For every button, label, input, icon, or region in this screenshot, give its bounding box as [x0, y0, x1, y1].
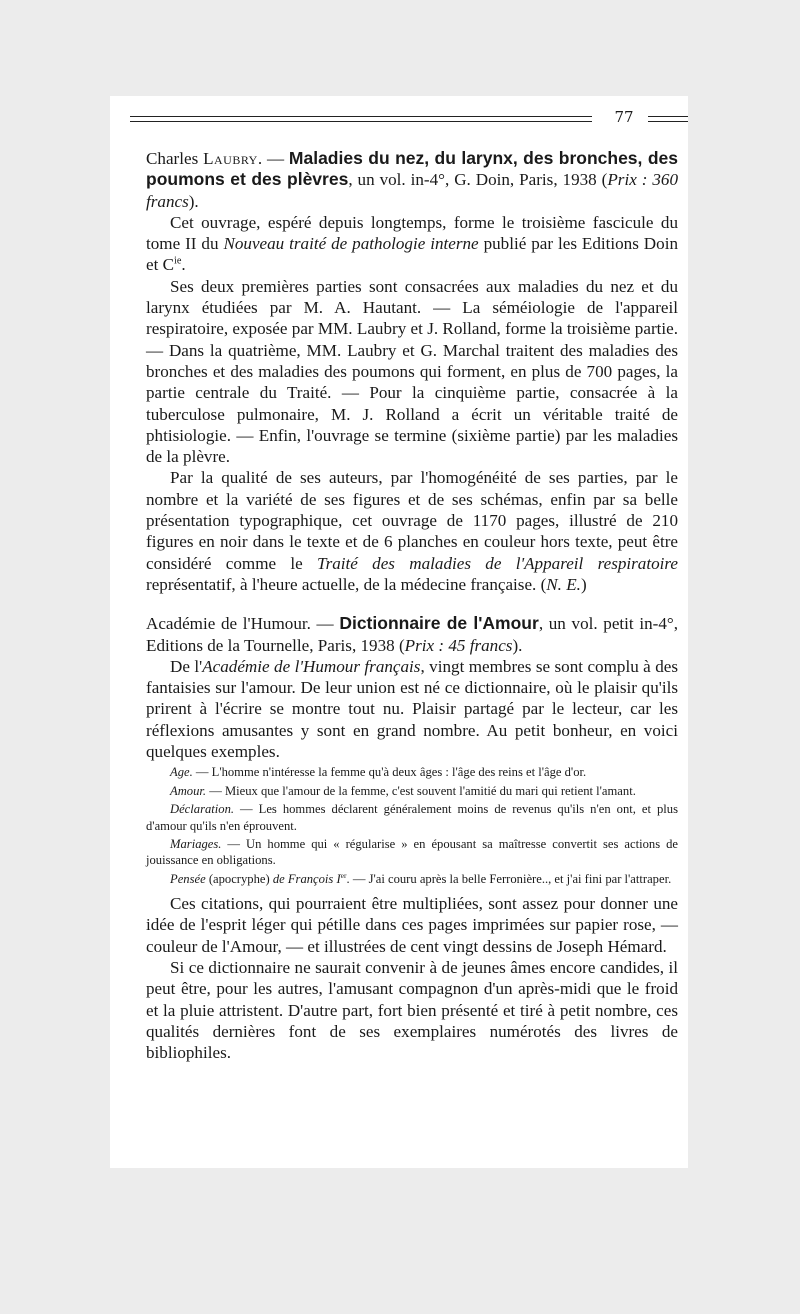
page-number: 77: [614, 108, 634, 126]
quote-declaration: [146, 801, 678, 834]
quote-text: — Mieux que l'amour de la femme, c'est souvent l'amitié du mari qui retient l'amant.: [206, 783, 636, 798]
review-1-p3-text-2: représentatif, à l'heure actuelle, de la médecine française. (: [146, 574, 547, 594]
quote-text: (apocryphe): [205, 871, 273, 886]
quote-pensee: [146, 871, 678, 887]
review-2-p1-text: De l': [170, 656, 203, 676]
review-1-p1-end: .: [181, 255, 186, 275]
quote-amour: [146, 783, 678, 799]
header-rule-right: [648, 116, 688, 122]
review-2-publication-end: ).: [512, 635, 523, 655]
review-2-paragraph-1: [146, 656, 678, 762]
review-1-author-name: Laubry: [203, 149, 258, 168]
review-2-price: Prix : 45 francs: [404, 635, 513, 655]
review-2-p1-text-2: , vingt membres se sont complu à des fantaisies sur l'amour. De leur union est né ce dictionnaire, où le plaisir qu'ils prirent à l'écrire se montre tout nu. Plaisir partagé par le lecteur, car les réflexions amusantes y sont en grand nombre. Au petit bonheur, en voici quelques exemples.: [146, 656, 678, 762]
review-1-author-prefix: Charles: [146, 149, 204, 168]
book-page: [110, 96, 688, 1168]
review-1-paragraph-2: Ses deux premières parties sont consacrées aux maladies du nez et du larynx étudiées par M. A. Hautant. — La séméiologie de l'appareil respiratoire, exposée par MM. Laubry et J. Rolland, forme la troisième partie. — Dans la quatrième, MM. Laubry et G. Marchal traitent des maladies des bronches et des maladies des poumons qui forment, en plus de 700 pages, la partie centrale du Traité. — Pour la cinquième partie, consacrée à la tuberculose pulmonaire, M. J. Rolland a écrit un véritable traité de phtisiologie. — Enfin, l'ouvrage se termine (sixième partie) par les maladies de la plèvre.: [146, 276, 678, 467]
review-2-publication: , un vol. petit in-4°, Editions de la Tournelle, Paris, 1938 (: [146, 614, 678, 655]
review-1-signature: N. E.: [546, 574, 581, 594]
review-1-work-title: Traité des maladies de l'Appareil respiratoire: [317, 553, 678, 573]
review-2-academy-name: Académie de l'Humour français: [202, 656, 421, 676]
review-2-paragraph-2: Ces citations, qui pourraient être multipliées, sont assez pour donner une idée de l'esprit léger qui pétille dans ces pages imprimées sur papier rose, — couleur de l'Amour, — et illustrées de cent vingt dessins de Joseph Hémard.: [146, 894, 678, 956]
review-1-heading: [146, 148, 678, 212]
page-content: [146, 148, 678, 1064]
review-1-publication: , un vol. in-4°, G. Doin, Paris, 1938 (: [348, 170, 608, 190]
review-1-paragraph-1: [146, 212, 678, 276]
quote-mariages: [146, 836, 678, 869]
quote-term-2: de François I: [272, 871, 341, 886]
review-1-p1-text-2: publié par les Editions Doin et C: [146, 234, 678, 275]
quote-term: Déclaration.: [170, 802, 235, 817]
quote-age: [146, 764, 678, 780]
quote-text: — Un homme qui « régularise » en épousant sa maîtresse convertit ses actions de jouissance en obligations.: [146, 836, 678, 868]
header-rule-left: [130, 116, 592, 122]
quote-term: Amour.: [170, 783, 207, 798]
review-2-heading: [146, 613, 678, 656]
quote-text-2: . — J'ai couru après la belle Ferronière.., et j'ai fini par l'attraper.: [346, 871, 672, 886]
review-2-author: Académie de l'Humour. —: [146, 614, 340, 634]
quote-text: — L'homme n'intéresse la femme qu'à deux âges : l'âge des reins et l'âge d'or.: [192, 765, 587, 780]
review-1-p1-sup: ie: [174, 255, 182, 267]
quote-term: Mariages.: [170, 836, 222, 851]
quote-term: Pensée: [170, 871, 206, 886]
quote-text: — Les hommes déclarent généralement moins de revenus qu'ils n'en ont, et plus d'amour qu'ils n'en éprouvent.: [146, 802, 678, 833]
review-1-separator: . —: [257, 149, 289, 168]
review-1-publication-end: ).: [188, 191, 199, 211]
review-1-series-title: Nouveau traité de pathologie interne: [223, 234, 479, 254]
quote-sup: er: [340, 870, 347, 880]
page-header: [130, 110, 668, 126]
review-1-price: Prix : 360 francs: [146, 170, 678, 211]
review-1-p3-text: Par la qualité de ses auteurs, par l'homogénéité de ses parties, par le nombre et la variété de ses figures et de ses schémas, enfin par sa belle présentation typographique, cet ouvrage de 1170 pages, illustré de 210 figures en noir dans le texte et de 6 planches en couleur hors texte, peut être considéré comme le: [146, 468, 678, 573]
review-2-title: Dictionnaire de l'Amour: [339, 613, 539, 634]
quote-term: Age.: [170, 765, 193, 780]
review-1-title: Maladies du nez, du larynx, des bronches, des poumons et des plèvres: [146, 148, 678, 190]
review-1-p3-end: ): [580, 574, 587, 594]
review-1-paragraph-3: [146, 467, 678, 595]
review-1-p1-text: Cet ouvrage, espéré depuis longtemps, forme le troisième fascicule du tome II du: [146, 212, 678, 254]
review-2-paragraph-3: Si ce dictionnaire ne saurait convenir à de jeunes âmes encore candides, il peut être, pour les autres, l'amusant compagnon d'un après-midi que le froid et la pluie attristent. D'autre part, fort bien présenté et tiré à petit nombre, ces qualités dernières font de ses exemplaires numérotés des livres de bibliophiles.: [146, 958, 678, 1063]
